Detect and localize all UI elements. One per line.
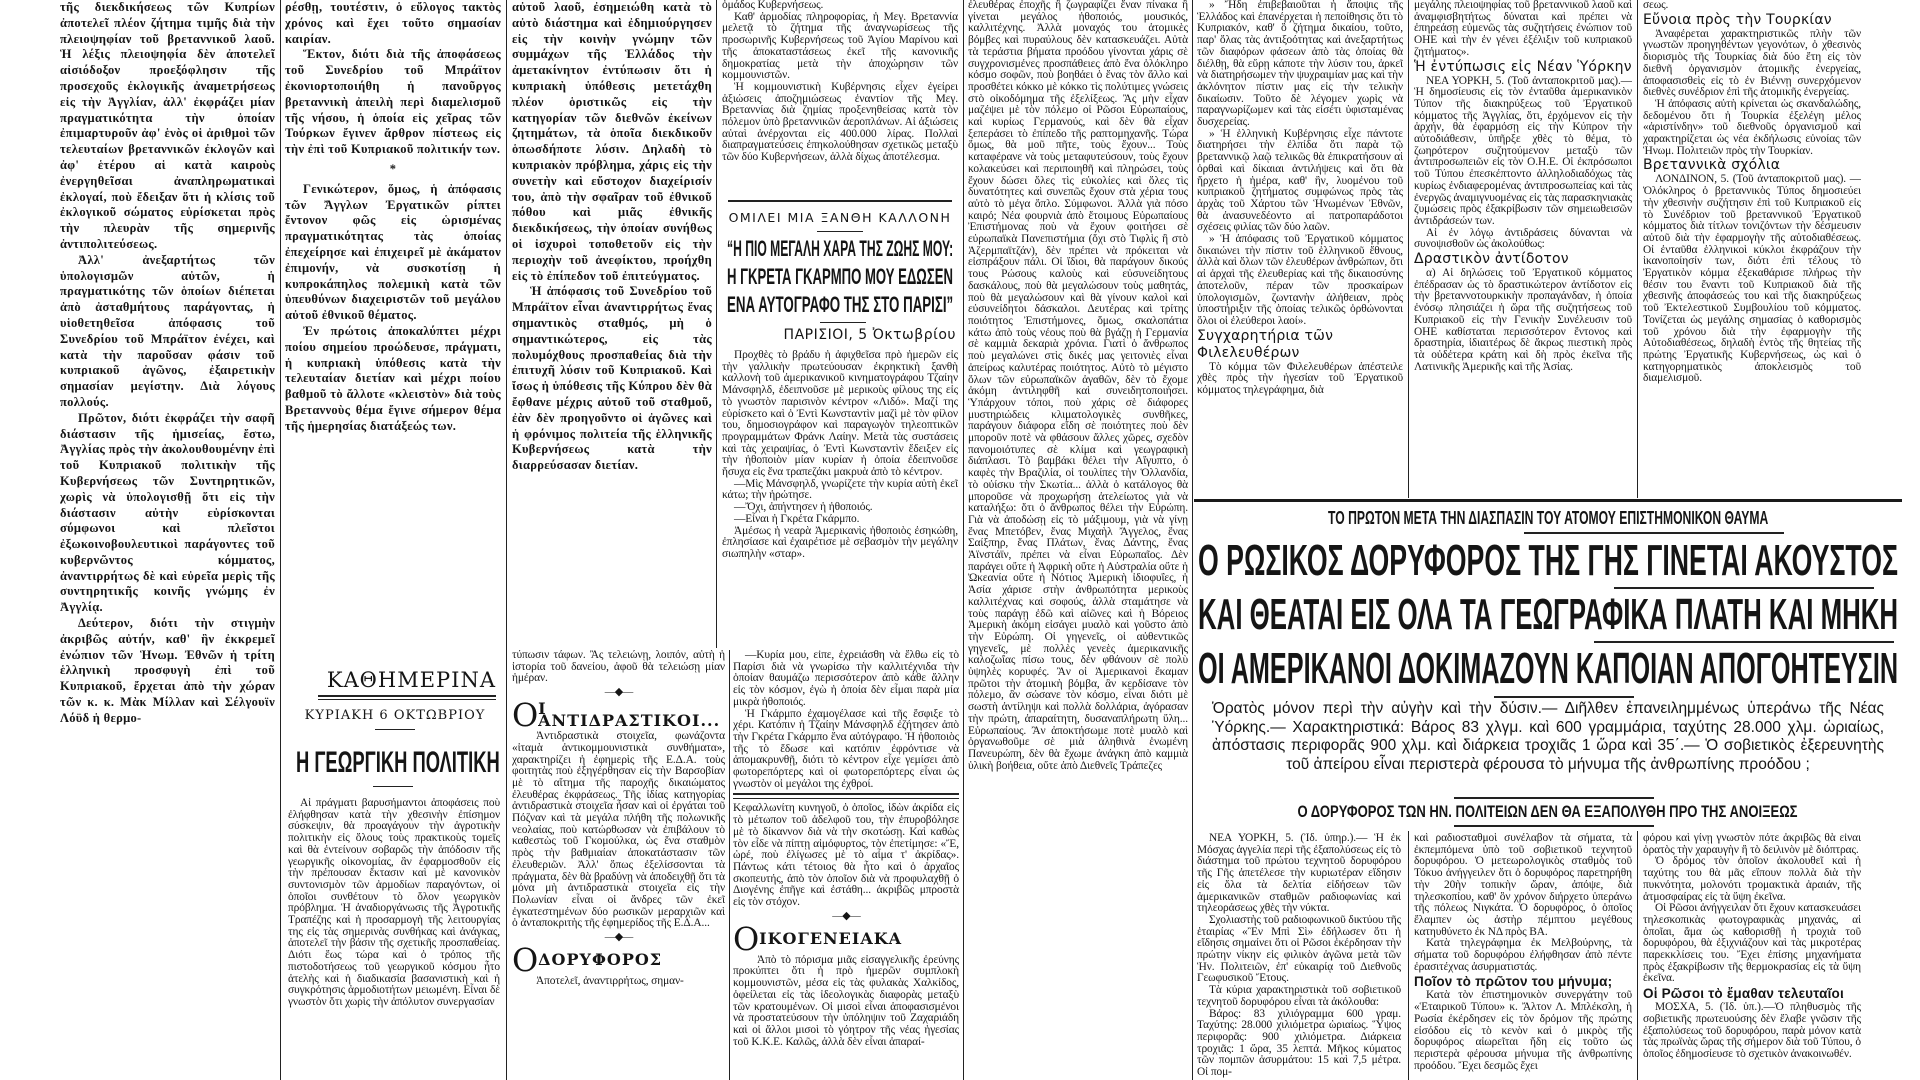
paragraph: Ὁ δρόμος τὸν ὁποῖον ἀκολουθεῖ καὶ ἡ ταχύτης του θὰ μᾶς εἴπουν πολλὰ διὰ τὴν πυκνότητα, μολονότι τρομακτικὰ ἀραιάν, τῆς ἀτμοσφαίρας εἰς τὰ ὕψη ἐκεῖνα. [1643,855,1861,903]
short-rule [1524,532,1784,534]
satellite-kicker: ΤΟ ΠΡΩΤΟΝ ΜΕΤΑ ΤΗΝ ΔΙΑΣΠΑΣΙΝ ΤΟΥ ΑΤΟΜΟΥ ΕΠΙΣΤΗΜΟΝΙΚΟΝ ΘΑΥΜΑ [1327,508,1769,528]
column-divider [1408,831,1409,1080]
garbo-kicker: ΟΜΙΛΕΙ ΜΙΑ ΞΑΝΘΗ ΚΑΛΛΟΝΗ [728,210,952,225]
paragraph: Ἕκτον, διότι διὰ τῆς ἀποφάσεως τοῦ Συνεδρίου τοῦ Μπράϊτον ἐκονιορτοποιήθη ἡ πανοῦργος βρεταννικὴ ἀπειλὴ περὶ διαμελισμοῦ τῆς νήσου, ἡ ὁποία εἰς χεῖρας τῶν Τούρκων ἔγινεν ἄρθρον πίστεως εἰς τὴν ἐπὶ τοῦ Κυπριακοῦ πολιτικήν των. [285,47,501,157]
paragraph: —Μὶς Μάνσφηλδ, γνωρίζετε τὴν κυρία αὐτὴ ἐκεῖ κάτω; τὴν ἠρώτησε. [722,477,958,502]
paragraph: » Ἡ ἀπόφασις τοῦ Ἐργατικοῦ κόμματος δικαιώνει τὴν πίστιν τοῦ ἑλληνικοῦ ἔθνους, ἀλλὰ καὶ ὅλων τῶν ἐλευθέρων ἀνθρώπων, ὅτι αἱ ἀρχαὶ τῆς ἐλευθερίας καὶ τῆς δικαιοσύνης ἀποτελοῦν, πέραν τῶν προσκαίρων ὑπολογισμῶν, ζωντανὴν ἀλήθειαν, πρὸς ὑποστήριξιν τῆς ὁποίας τελικῶς ὀρθώνονται ὅλοι οἱ ἐλεύθεροι λαοί». [1197,233,1403,327]
column-c-commentary [512,650,725,1080]
kathimerina-masthead: ΚΑΘΗΜΕΡΙΝΑ [326,668,496,692]
satellite-kicker-wrap [1194,507,1902,529]
paragraph: Τὸ κόμμα τῶν Φιλελευθέρων ἀπέστειλε χθὲς πρὸς τὴν ἡγεσίαν τοῦ Ἐργατικοῦ κόμματος τηλεγράφημα, διὰ [1197,360,1403,397]
section-title: ΔΟΡΥΦΟΡΟΣ [538,950,663,970]
column-b-agriculture-text [288,798,500,1080]
short-rule [1454,797,1654,799]
column-divider [1408,0,1409,498]
short-rule [375,729,415,730]
column-divider [280,0,281,1080]
rule [728,200,952,202]
paragraph: ΛΟΝΔΙΝΟΝ, 5. (Τοῦ ἀνταποκριτοῦ μας). — Ὁλόκληρος ὁ βρεταννικὸς Τύπος δημοσιεύει τὴν χθεσινὴν συζήτησιν ἐπὶ τοῦ Κυπριακοῦ εἰς τὸ Συνέδριον τοῦ βρεταννικοῦ Ἐργατικοῦ κόμματος διὰ τίτλων τονιζόντων τὴν δέσμευσιν αὐτοῦ διὰ τὴν ἐφαρμογὴν τῆς αὐτοδιαθέσεως. Οἱ ἐνταῦθα ἑλληνικοὶ κύκλοι ἐκφράζουν τὴν ἱκανοποίησίν των, διότι ἐπὶ τέλους τὸ Ἐργατικὸν κόμμα ἐξεκαθάρισε πλήρως τὴν θέσιν του ἔναντι τοῦ Κυπριακοῦ διὰ τῆς χθεσινῆς ἀποφάσεώς του καὶ τῆς διακηρύξεως τοῦ Ἐκτελεστικοῦ Συμβουλίου τοῦ κόμματος. Τονίζεται ὡς μεγάλης σημασίας ὁ καθορισμὸς τοῦ χρόνου διὰ τὴν ἐφαρμογὴν τῆς Αὐτοδιαθέσεως, δηλαδὴ ἐντὸς τῆς θητείας τῆς πρώτης Ἐργατικῆς Κυβερνήσεως, ὡς καὶ ὁ κατηγορηματικὸς ἀποκλεισμὸς τοῦ διαμελισμοῦ. [1643,173,1861,385]
section-heading-antidrastikoi [512,696,725,735]
garbo-headline-line: “Η ΠΙΟ ΜΕΓΑΛΗ ΧΑΡΑ ΤΗΣ ΖΩΗΣ ΜΟΥ: [727,236,954,261]
column-f-cyprus [1197,0,1403,498]
column-d-commentary [733,650,959,1080]
paragraph: Ἀναφέρεται χαρακτηριστικῶς πλὴν τῶν γνωστῶν προηγηθέντων γεγονότων, ὁ χθεσινὸς διορισμὸς τῆς Τουρκίας διὰ δύο ἔτη εἰς τὸν διεθνῆ ὀργανισμὸν ἀτομικῆς ἐνεργείας, ἀποφασισθεὶς εἰς τὸ ἐν Βιέννῃ συνερχόμενον διεθνὲς συνέδριον ἐπὶ τῆς ἀτομικῆς ἐνεργείας. [1643,27,1861,99]
paragraph: Πρῶτον, διότι ἐκφράζει τὴν σαφῆ διάστασιν τῆς ἡμισείας, ἔστω, Ἀγγλίας πρὸς τὴν ἀκολουθουμένην ἐπὶ τοῦ Κυπριακοῦ πολιτικὴν τῆς Κυβερνήσεως τῶν Συντηρητικῶν, χωρὶς νὰ ὑπολογισθῇ ὅτι εἰς τὴν διάστασιν αὐτὴν εὑρίσκονται σύμφωνοι καὶ πλεῖστοι ἐξωκοινοβουλευτικοὶ παράγοντες τοῦ κυβερνῶντος κόμματος, ἀναντιρρήτως δὲ καὶ εὐρεῖα μερὶς τῆς συντηρητικῆς κοινῆς γνώμης ἐν Ἀγγλίᾳ. [60,410,275,615]
short-rule [373,786,413,787]
paragraph: —Εἶναι ἡ Γκρέτα Γκάρμπο. [734,512,860,525]
section-title: ΙΚΟΓΕΝΕΙΑΚΑ [759,928,903,948]
section-heading-oikogeneiaka [733,919,959,958]
paragraph: τύπωσιν τάφων. Ἂς τελειώνῃ, λοιπόν, αὐτὴ ἡ ἱστορία τοῦ δανείου, ἀφοῦ θὰ τελειώσῃ μίαν ἡμέραν. [512,650,725,685]
short-rule [820,322,866,323]
kathimerina-date: ΚΥΡΙΑΚΗ 6 ΟΚΤΩΒΡΙΟΥ [304,708,486,723]
drop-cap: Ο [512,696,539,735]
paragraph: ΝΕΑ ΥΟΡΚΗ, 5. (Τοῦ ἀνταποκριτοῦ μας).— Ἡ δημοσίευσις εἰς τὸν ἐνταῦθα ἀμερικανικὸν Τύπον τῆς διακηρύξεως τοῦ Ἐργατικοῦ κόμματος τῆς Ἀγγλίας, ὅτι, ἐρχόμενον εἰς τὴν ἀρχήν, θὰ ἐφαρμόσῃ εἰς τὴν Κύπρον τὴν αὐτοδιάθεσιν, ὑπῆρξε χθὲς τὸ θέμα, τὸ ζωηρότερον συζητούμενον μεταξὺ τῶν ἀντιπροσωπειῶν εἰς τὸν Ο.Η.Ε. Οἱ ἐκπρόσωποι τοῦ Τύπου ἐπεσκέπτοντο ἀλληλοδιαδόχως τὰς κυρίως ἐνδιαφερομένας ἀντιπροσωπείας καὶ τὰς ἐνεργῶς ἀναμιγνυομένας εἰς τὰς παρασκηνιακὰς ζυμώσεις πρὸς ἐξακρίβωσιν τῶν σημειωθεισῶν ἀντιδράσεών των. [1414,74,1632,227]
paragraph: Αἱ ἐν λόγῳ ἀντιδράσεις δύνανται νὰ συνοψισθοῦν ὡς ἀκολούθως: [1414,226,1632,251]
kathimerina-title-wrap [288,746,502,780]
short-rule [1454,825,1654,827]
satellite-summary: Ὁρατὸς μόνον περὶ τὴν αὐγὴν καὶ τὴν δύσιν.— Διῆλθεν ἐπανειλημμένως ὑπεράνω τῆς Νέας Ὑόρκης.— Χαρακτηριστικά: Βάρος 83 χλγμ. καὶ 600 γραμμάρια, ταχύτης 28.000 χλμ. ὡριαίως, ἀπόστασις περιφορᾶς 900 χλμ. καὶ διάρκεια τροχιᾶς 1 ὥρα καὶ 35΄.— Ὁ σοβιετικὸς ἐξερευνητὴς τοῦ ἀπείρου εἶναι περιστερὰ φέρουσα τὸ μήνυμα τῆς ἀνθρωπίνης προόδου ; [1212,700,1884,773]
paragraph: ἐλευθέρας ἐποχῆς ἢ ζωγραφίζει ἕναν πίνακα ἢ γίνεται μεγάλος ἠθοποιός, μουσικός, καλλιτέχνης. Ἀλλὰ μοναχός του ἀτομικὲς βόμβες καὶ πυραύλους δὲν κατασκευάζει. Αὐτὰ τὰ τεράστια βήματα προόδου γίνονται χάρις σὲ συγχρονισμένες προσπάθειες ἀπὸ ἕνα ὁλόκληρο κόσμο σοφῶν, ποὺ βοηθάει ὁ ἕνας τὸν ἄλλο καὶ προσθέτει κόκκο μὲ κόκκο τὶς πολύτιμες γνώσεις στὸ οἰκοδόμημα τῆς ἐξελίξεως. Ἂς μὴν εἶχαν μαζέψει μὲ τὸν πόλεμο οἱ Ρῶσοι Εὐρωπαίους, καὶ κυρίως Γερμανούς, καὶ δὲν θὰ εἶχαν ξεπεράσει τὸ ἐπίπεδο τῆς ραπτομηχανῆς. Τώρα ὅμως, θὰ μοῦ πῆτε, τοὺς ἔχουν... Τοὺς καταφέρανε νὰ τοὺς μεταφυτεύσουν, τοὺς ἔχουν κολακεύσει καὶ περιποιηθῆ καὶ πληρώσει, τοὺς ἔχουν δώσει ὅλες τὶς εὐκολίες καὶ ὅλες τὶς δυνατότητες καὶ συνεπῶς ἔχουν στὰ χέρια τους αὐτὸ τὸ μέγα ὅπλο. Σύμφωνοι. Ἀλλὰ γιὰ πόσο καιρό; Νέα φουρνιὰ ἀπὸ ἕτοιμους Εὐρωπαίους Ἐπιστήμονας ποὺ νὰ ἔχουν φοιτήσει σὲ εὐρωπαϊκὰ Πανεπιστήμια (ὄχι στὸ Τιφλὶς ἢ στὸ Ἀζερμπαϊτζάν), δὲν πρέπει νὰ πρόκειται νὰ εἰσπράξουν πάλι. Οἱ ἴδιοι, θὰ παράγουν δικούς τους Ρώσους καλοὺς καὶ εὐσυνείδητους δασκάλους, ποὺ θὰ μεγαλώσουν τοὺς μαθητάς, ποὺ θὰ μεγαλώσουν καὶ θὰ γίνουν καλοὶ καὶ εὐσυνείδητοι δάσκαλοι. Δευτέρας καὶ τρίτης ποιότητος Ἐπιστήμονες, ὅμως, σκαλοπάτια κάτω ἀπὸ τοὺς νέους ποὺ θὰ βγάζῃ ἡ Γερμανία σὲ καμμιὰ δεκαριὰ χρόνια. Γιατὶ ὁ ἄνθρωπος ποὺ μεγαλώνει στὶς δικές μας γειτονιὲς εἶναι ἀπείρως καλυτέρας ποιότητος. Αὐτὸ τὸ μέγιστο ὅλων τῶν εὐρωπαϊκῶν ἀγαθῶν, δὲν τὸ ἔχομε ἀκόμη ἀντιληφθῆ καὶ συνειδητοποιήσει. Ὑπάρχουν τόποι, ποὺ χάρις σὲ διάφορες μυστηριώδεις κλιματολογικὲς συνθῆκες, παράγουν διάφορα εἴδη σὲ ποιότητες ποὺ δὲν μποροῦν ποτὲ νὰ φθάσουν ἄλλες χῶρες, σχεδὸν πανομοιότυπες σὲ κλίμα καὶ γεωγραφικὴ διάπλασι. Τὸ βαμβάκι θέλει τὴν Αἴγυπτο, ὁ καφὲς τὴν Βραζιλία, οἱ τουλίπες τὴν Ὁλλανδία, τὸ οὐίσκυ τὴν Σκωτία... ἀλλὰ ὁ κατάλογος θὰ μποροῦσε νὰ προχωρήσῃ ἀτελείωτος γιὰ νὰ καταλήξω: ὅτι ὁ ἄνθρωπος θέλει τὴν Εὐρώπη. Γιὰ νὰ ἀποδώσῃ εἰς τὸ μάξιμουμ, γιὰ νὰ γίνῃ ἕνας Μπετόβεν, ἕνας Μιχαὴλ Ἄγγελος, ἕνας Σαίξπηρ, ἕνας Πλάτων, ἕνας Δάντης, ἕνας Ἀϊνστάϊν, πρέπει νὰ εἶναι Εὐρωπαῖος. Δὲν παράγει οὔτε ἡ Ἀφρικὴ οὔτε ἡ Αὐστραλία οὔτε ἡ Ὠκεανία οὔτε ἡ Νότιος Ἀμερικὴ ἰδιοφυΐες, ἡ Ἀσία χάρισε στὴν ἀνθρωπότητα μερικοὺς καλλιτέχνας καὶ σοφούς, ἀλλὰ σταμάτησε νὰ τοὺς παράγῃ ἐδῶ καὶ αἰῶνες καὶ ἡ Βόρειος Ἀμερικὴ ἀκόμη εἰσάγει μυαλὸ καὶ γοῦστο ἀπὸ τὴν Εὐρώπη. Οἱ γηγενεῖς, οἱ αὐθεντικῶς γηγενεῖς, μὲ πολλὲς γενεὲς ἀμερικανικῆς καλοζωΐας πίσω τους, δὲν φθάνουν σὲ πολὺ ὑψηλὲς κορυφές. Ἂν οἱ Ἀμερικανοὶ ἔκαμαν πρῶτοι τὴν ἀτομικὴ βόμβα, ἂν κερδίσανε τὸν πόλεμο, ἂν σώσανε τὸν κόσμο, εἶναι διότι μὲ σωστὴ ἀντίληψι καὶ πολλὰ δολλάρια, ἀγόρασαν τὴν πρώτη, ἀπαραίτητη, δυσαναπλήρωτη ὕλη... Εὐρωπαίους. Ἂν ἀποκτήσωμε ποτὲ μυαλὸ καὶ ὀργανωθοῦμε σὲ μιὰ ἀληθινὰ ἑνωμένη Πανευρώπη, δὲν θὰ ἔχωμε ἀνάγκη ἀπὸ καμμιὰ ὑλικὴ βοήθεια, οὔτε ἀπὸ Διεθνεῖς Τράπεζες [968,0,1188,772]
paragraph: μεγάλης πλειοψηφίας τοῦ βρεταννικοῦ λαοῦ καὶ ἀναμφισβητήτως δύναται καὶ πρέπει νὰ ἐπηρεάσῃ εὐμενῶς τὰς συζητήσεις ἐνώπιον τοῦ ΟΗΕ καὶ τὴν ἐν γένει ἐξέλιξιν τοῦ κυπριακοῦ ζητήματος». [1414,0,1632,58]
subheading: Ποῖον τὸ πρῶτον του μήνυμα; [1414,974,1613,990]
paragraph: Ἀπὸ τὸ πόρισμα μιᾶς εἰσαγγελικῆς ἐρεύνης προκύπτει ὅτι ἡ πρὸ ἡμερῶν συμπλοκὴ κομμουνιστῶν, μέσα εἰς τὰς φυλακὰς Χαλκίδος, ὀφείλεται εἰς τὰς ἰδεολογικὰς διαφορὰς μεταξὺ τῶν κρατουμένων. Οἱ μισοὶ εἶναι ἀποφασισμένοι νὰ προστατεύσουν τὴν ὑπόληψιν τοῦ Ζαχαριάδη καὶ οἱ ἄλλοι μισοὶ τὸ γόητρον τῆς νέας ἡγεσίας τοῦ Κ.Κ.Ε. Καλῶς, ἀλλὰ δὲν εἶναι ἀπαραί- [733,953,959,1048]
paragraph: τῆς διεκδικήσεως τῶν Κυπρίων ἀποτελεῖ πλέον ζήτημα τιμῆς διὰ τὴν πλειοψηφίαν τοῦ βρεταννικοῦ λαοῦ. Ἡ λέξις πλειοψηφία δὲν ἀποτελεῖ αἰσιόδοξον προεξόφλησιν τῆς προσεχοῦς ἐκλογικῆς ἀναμετρήσεως εἰς τὴν Ἀγγλίαν, ἀλλ' ἐκφράζει μίαν πραγματικότητα τὴν ὁποίαν ἐπιμαρτυροῦν ἀφ' ἑνὸς οἱ ἀριθμοὶ τῶν τελευταίων βρεταννικῶν ἐκλογῶν καὶ ἀφ' ἑτέρου αἱ κατὰ καιροὺς ἐνεργηθεῖσαι ἀναπληρωματικαὶ ἐκλογαί, ποὺ ἔδειξαν ὅτι ἡ κλίσις τοῦ ἐκλογικοῦ σώματος εὑρίσκεται πρὸς τὴν πλευρὰν τῆς σημερινῆς ἀντιπολιτεύσεως. [60,0,275,251]
garbo-story-text [722,350,958,646]
subheading: Οἱ Ρῶσοι τὸ ἔμαθαν τελευταῖοι [1643,986,1844,1002]
short-rule [817,231,863,232]
paragraph: Τὰ κύρια χαρακτηριστικὰ τοῦ σοβιετικοῦ τεχνητοῦ δορυφόρου εἶναι τὰ ἀκόλουθα: [1197,984,1401,1008]
column-e-essay [968,0,1188,1080]
paragraph: » Ἡ ἑλληνικὴ Κυβέρνησις εἶχε πάντοτε διατηρήσει τὴν ἐλπίδα ὅτι παρὰ τῷ βρεταννικῷ λαῷ τελικῶς θὰ ἐπικρατήσουν αἱ ὀρθαὶ καὶ δίκαιαι ἀντιλήψεις καὶ ὅτι θὰ ἤρχετο ἡ ἡμέρα, καθ' ἣν, λυομένου τοῦ κυπριακοῦ ζητήματος συμφώνως πρὸς τὰς ἀρχὰς τοῦ Χάρτου τῶν Ἡνωμένων Ἐθνῶν, θὰ ἀνασυνεδέοντο αἱ πατροπαράδοτοι σχέσεις φιλίας τῶν δύο λαῶν. [1197,127,1403,234]
paragraph: Προχθὲς τὸ βράδυ ἡ ἀφιχθεῖσα πρὸ ἡμερῶν εἰς τὴν γαλλικὴν πρωτεύουσαν ἐκρηκτικὴ ξανθὴ καλλονὴ τοῦ ἀμερικανικοῦ κινηματογράφου Τζαίην Μάνσφηλδ, ἐδειπνοῦσε μὲ μερικοὺς φίλους της εἰς τὸ γνωστὸν παρισινὸν κέντρον «Λιδό». Μαζί της εὑρίσκετο καὶ ὁ Ἐντὶ Κωνσταντὶν μαζὶ μὲ τὸν φίλον του, δημοσιογράφον καὶ παραγωγὸν τηλεοπτικῶν προγραμμάτων Φράνκ Λαίην. Μετὰ τὰς συστάσεις καὶ τὰς χειραψίας, ὁ Ἐντὶ Κωνσταντὶν ἔδειξεν εἰς τὴν ἠθοποιὸν μίαν κυρίαν ἡ ὁποία ἐδειπνοῦσε ἥσυχα εἰς ἕνα τραπεζάκι μακρυὰ ἀπὸ τὸ κέντρον. [722,350,958,479]
paragraph: α) Αἱ δηλώσεις τοῦ Ἐργατικοῦ κόμματος ἐπέδρασαν ὡς τὸ δραστικώτερον ἀντίδοτον εἰς τὴν βρεταννοτουρκικὴν προπαγάνδαν, ἡ ὁποία ἐνόσῳ πλησιάζει ἡ ὥρα τῆς συζητήσεως τοῦ Κυπριακοῦ εἰς τὴν Γενικὴν Συνέλευσιν τοῦ ΟΗΕ καθίσταται περισσότερον ἔντονος καὶ δραστηρία, ἰδιαιτέρως δὲ ἄκρως πιεστικὴ πρὸς τὰ οὐδέτερα κράτη καὶ δὴ πρὸς ἐκεῖνα τῆς Λατινικῆς Ἀμερικῆς καὶ τῆς Ἀσίας. [1414,267,1632,373]
column-a-editorial [60,0,275,1080]
paragraph: Ἡ ἀπόφασις τοῦ Συνεδρίου τοῦ Μπράϊτον εἶναι ἀναντιρρήτως ἕνας σημαντικὸς σταθμός, μὴ ὁ σημαντικώτερος, εἰς τὰς πολυμόχθους προσπαθείας διὰ τὴν ἐπιτυχῆ λύσιν τοῦ Κυπριακοῦ. Καὶ ἴσως ἡ ὑπόθεσις τῆς Κύπρου δὲν θὰ ἔφθανε μέχρις αὐτοῦ τοῦ σταθμοῦ, ἐὰν δὲν προηγοῦντο οἱ ἀγῶνες καὶ ἡ φρόνιμος πολιτεία τῆς ἑλληνικῆς Κυβερνήσεως κατὰ τὴν διαρρεύσασαν διετίαν. [512,284,712,473]
satellite-headline-line: ΚΑΙ ΘΕΑΤΑΙ ΕΙΣ ΟΛΑ ΤΑ ΓΕΩΓΡΑΦΙΚΑ ΠΛΑΤΗ ΚΑΙ ΜΗΚΗ [1198,590,1899,639]
short-rule [1494,696,1634,698]
paragraph: Δεύτερον, διότι τὴν στιγμὴν ἀκριβῶς αὐτήν, καθ' ἣν ἐκκρεμεῖ ἐνώπιον τῶν Ἡνωμ. Ἐθνῶν ἡ τρίτη ἑλληνικὴ προσφυγὴ ἐπὶ τοῦ Κυπριακοῦ, ἔρχεται ἀπὸ τὴν χώραν τῶν κ. κ. Μὰκ Μίλλαν καὶ Σέλγουϊν Λόϋδ ἡ θερμο- [60,616,275,725]
garbo-headline-line: Η ΓΚΡΕΤΑ ΓΚΑΡΜΠΟ ΜΟΥ ΕΔΩΣΕΝ [727,264,953,289]
satellite-column-3 [1643,833,1861,1080]
subheading: Εὔνοια πρὸς τὴν Τουρκίαν [1643,11,1832,28]
section-heading-doryforos [512,941,725,980]
rule [733,793,959,799]
column-divider [1192,0,1193,1080]
ornament: —◆— [604,931,633,944]
column-d-news [722,0,958,198]
column-divider [1637,0,1638,498]
subheading: Συγχαρητήρια τῶν Φιλελευθέρων [1197,327,1334,361]
satellite-column-2 [1414,833,1632,1080]
paragraph: » Ἤδη ἐπιβεβαιοῦται ἡ ἄποψις τῆς Ἑλλάδος καὶ ἐπανέρχεται ἡ πεποίθησις ὅτι τὸ Κυπριακόν, καθ' ὃ ζήτημα δικαίου, τοῦτο, παρ' ὅλας τὰς ἀντιξοότητας καὶ ἀνεξαρτήτως τῶν διαφόρων φάσεων ἀπὸ τὰς ὁποίας θὰ διέλθῃ, θὰ εὕρῃ κάποτε τὴν λύσιν του, ἀρκεῖ νὰ διατηρήσωμεν τὴν ψυχραιμίαν μας καὶ τὴν ἀκλόνητον πίστιν μας εἰς τὴν τελικὴν δικαίωσιν. Τοῦτο δὲ λέγομεν χωρὶς νὰ παραγνωρίζωμεν καὶ τὰς εἰσέτι ὑφισταμένας δυσχερείας. [1197,0,1403,129]
column-divider [716,0,717,648]
paragraph: Ἀντιδραστικὰ στοιχεῖα, φωνάζοντα «ἰταμὰ ἀντικομμουνιστικὰ συνθήματα», χαρακτηρίζει ἡ ἐφημερὶς τῆς Ε.Δ.Α. τοὺς φοιτητὰς ποὺ ἐξηγέρθησαν εἰς τὴν Βαρσοβίαν μὲ τὸ αἴτημα τῆς παροχῆς δικαιώματος ἐλευθέρας ἐκφράσεως. Τῆς ἰδίας κατηγορίας ἀντιδραστικὰ στοιχεῖα ἦσαν καὶ οἱ ἐργάται τοῦ Πόζναν καὶ τὰ μεγάλα πλήθη τῆς πολωνικῆς νεολαίας, ποὺ κατώρθωσαν νὰ ἐπιβάλουν τὸ καθεστὼς τοῦ Γκομούλκα, ὡς ἕνα σταθμὸν πρὸς τὴν βαθμιαίαν ἀποκατάστασιν τῶν ἐλευθεριῶν. Ἀλλ' ὅπως ἐξελίσσονται τὰ πράγματα, δὲν θὰ βραδύνῃ νὰ ἀποδειχθῇ ὅτι τὰ μόνα μὴ ἀντιδραστικὰ στοιχεῖα εἰς τὴν Πολωνίαν εἶναι οἱ ἄνδρες τῶν ἐκεῖ ἐγκατεστημένων δύο ρωσικῶν μεραρχιῶν καὶ ὁ ἀνταποκριτὴς τῆς ἐφημερίδος τῆς Ε.Δ.Α... [512,730,725,930]
paragraph: Γενικώτερον, ὅμως, ἡ ἀπόφασις τῶν Ἄγγλων Ἐργατικῶν ρίπτει ἔντονον φῶς εἰς ὡρισμένας πραγματικότητας τὰς ὁποίας ἐπεχείρησε καὶ ἐπιχειρεῖ μὲ ἀκάματον ἐπιμονήν, νὰ συσκοτίσῃ ἡ κυπροκάπηλος πολεμικὴ κατὰ τῶν ὑπευθύνων διαχειριστῶν τοῦ μεγάλου αὐτοῦ ἐθνικοῦ θέματος. [285,181,501,323]
paragraph: Κατὰ τηλεγράφημα ἐκ Μελβούρνης, τὰ σήματα τοῦ δορυφόρου ἐλήφθησαν ἀπὸ πέντε ἐρασιτέχνας ἀσυρματιστάς. [1414,937,1632,973]
paragraph: Ἡ κομμουνιστικὴ Κυβέρνησις εἶχεν ἐγείρει ἀξιώσεις ἀποζημιώσεως ἐναντίον τῆς Μεγ. Βρεταννίας διὰ ζημίας προξενηθείσας κατὰ τὸν πόλεμον ὑπὸ βρεταννικῶν ἀεροπλάνων. Αἱ ἀξιώσεις αὐταὶ ἀνέρχονται εἰς 400.000 λίρας. Πολλαὶ διαπραγματεύσεις ἐπηκολούθησαν σχετικῶς μεταξὺ τῶν δύο Κυβερνήσεων, ἀλλὰ δίχως ἀποτέλεσμα. [722,80,958,164]
column-divider [729,650,730,1080]
paragraph: Καθ' ἁρμοδίας πληροφορίας, ἡ Μεγ. Βρεταννία μελετᾷ τὸ ζήτημα τῆς ἀναγνωρίσεως τῆς προσωρινῆς Κυβερνήσεως τοῦ Ἁγίου Μαρίνου καὶ τῆς ἀποκαταστάσεως ἐκεῖ τῆς κανονικῆς δημοκρατίας μετὰ τὴν ἀποχώρησιν τῶν κομμουνιστῶν. [722,10,958,82]
section-title: Ι ΑΝΤΙΔΡΑΣΤΙΚΟΙ... [538,699,721,731]
satellite-subhead-wrap [1194,801,1902,822]
column-divider [506,0,507,1080]
subheading: Βρεταννικὰ σχόλια [1643,157,1781,174]
paragraph: καὶ ραδιοσταθμοὶ συνέλαβον τὰ σήματα, τὰ ἐκπεμπόμενα ὑπὸ τοῦ σοβιετικοῦ τεχνητοῦ δορυφόρου. Ὁ μετεωρολογικὸς σταθμὸς τοῦ Τόκυο ἀνήγγειλεν ὅτι ὁ δορυφόρος παρετηρήθη τὴν 20ὴν τοπικὴν ὥραν, ἀπόψε, διὰ τηλεσκοπίου, καθ' ὃν χρόνον διήρχετο ὑπεράνω τῆς πόλεως Νιγκάτα. Ὁ δορυφόρος, ὁ ὁποῖος ἔλαμπεν ὡς ἀστὴρ πέμπτου μεγέθους κατηυθύνετο ἐκ ΝΔ πρὸς ΒΑ. [1414,833,1632,938]
short-rule [1614,587,1874,589]
subheading: Δραστικὸν ἀντίδοτον [1414,251,1569,268]
paragraph: φόρου καὶ γίνῃ γνωστὸν πότε ἀκριβῶς θὰ εἶναι ὁρατὸς τὴν χαραυγὴν ἢ τὸ δειλινὸν μὲ διόπτρας. [1643,833,1861,856]
paragraph: —Ὄχι, ἀπήντησεν ἡ ἠθοποιός. [734,501,873,514]
paragraph: Αἱ πράγματι βαρυσήμαντοι ἀποφάσεις ποὺ ἐλήφθησαν κατὰ τὴν χθεσινὴν ἐπίσημον σύσκεψιν, θὰ προαγάγουν τὴν ἀγροτικὴν πολιτικὴν εἰς ὅλους τοὺς πρακτικοὺς τομεῖς καὶ θὰ ἐντείνουν σοβαρῶς τὴν ἀπόδοσιν τῆς γεωργικῆς οἰκονομίας, ἂν ἐφαρμοσθοῦν εἰς τὴν πρέπουσαν ἔκτασιν καὶ μὲ κανονικὸν συντονισμὸν τῶν ἁρμοδίων παραγόντων, οἱ ὁποῖοι συνθέτουν τὸ ὅλον γεωργικὸν πρόβλημα. Ἡ ἀναδιοργάνωσις τῆς Ἀγροτικῆς Τραπέζης καὶ ἡ προσαρμογὴ τῆς λειτουργίας της εἰς τὰς σημερινὰς συνθήκας καὶ ἀνάγκας, ἀποτελεῖ τὴν βάσιν τῆς σχετικῆς προσπαθείας. Διότι ἕως τώρα καὶ ὁ τρόπος τῆς πιστοδοτήσεως τοῦ γεωργικοῦ κόσμου ἦτο ἀτελὴς καὶ ἡ διαδικασία βασανιστικὴ καὶ ἡ συγκρότησις ἁρμοδιοτήτων μειωμένη. Εἶναι δὲ γνωστὸν ὅτι χωρὶς τὴν ἀπόλυτον συνεργασίαν [288,798,500,1008]
ornament: —◆— [832,909,860,922]
paragraph: Βάρος: 83 χιλιόγραμμα 600 γραμ. Ταχύτης: 28.000 χιλιόμετρα ὡριαίως. Ὕψος περιφορᾶς: 900 χιλιόμετρα. Διάρκεια τροχιᾶς: 1 ὥρα, 35 λεπτά. Μῆκος κύματος τῶν πομπῶν ἀσυρμάτου: 15 καὶ 7,5 μέτρα. Οἱ πομ- [1197,1007,1401,1079]
column-divider [963,0,964,1080]
kathimerina-column-header [288,668,502,794]
satellite-column-1 [1197,833,1401,1080]
drop-cap: Ο [512,941,539,980]
paragraph: ΜΟΣΧΑ, 5. (Ἰδ. ὑπ.).—Ὁ πληθυσμὸς τῆς σοβιετικῆς πρωτευούσης δὲν ἔλαβε γνῶσιν τῆς ἐξαπολύσεως τοῦ δορυφόρου, παρὰ μόνον κατὰ τὰς πρωϊνὰς ὥρας τῆς σήμερον διὰ τοῦ Τύπου, ὁ ὁποῖος ἐδημοσίευσε τὸ σχετικὸν ἀνακοινωθέν. [1643,1001,1861,1060]
short-rule [1594,641,1894,643]
paragraph: ὁμάδος Κυβερνήσεως. [722,0,824,11]
paragraph: ΝΕΑ ΥΟΡΚΗ, 5. (Ἰδ. ὑπηρ.).— Ἡ ἐκ Μόσχας ἀγγελία περὶ τῆς ἐξαπολύσεως εἰς τὸ διάστημα τοῦ πρώτου τεχνητοῦ δορυφόρου τῆς Γῆς ἀπετέλεσε τὴν κυριωτέραν εἴδησιν εἰς ὅλα τὰ δελτία εἰδήσεων τῶν ἀμερικανικῶν σταθμῶν ραδιοφωνίας καὶ τηλεοράσεως χθὲς τὴν νύκτα. [1197,833,1401,915]
column-divider [1637,831,1638,1080]
paragraph: Σχολιαστὴς τοῦ ραδιοφωνικοῦ δικτύου τῆς ἑταιρίας «Ἒν Μπὶ Σὶ» ἐδήλωσεν ὅτι ἡ εἴδησις σημαίνει ὅτι οἱ Ρῶσοι ἐκέρδησαν τὴν πρώτην νίκην εἰς φιλικὸν ἀγῶνα μετὰ τῶν Ἡν. Πολιτειῶν, ἐπ' εὐκαιρίᾳ τοῦ Διεθνοῦς Γεωφυσικοῦ Ἔτους. [1197,913,1401,985]
drop-cap: Ο [733,919,760,958]
kathimerina-title: Η ΓΕΩΡΓΙΚΗ ΠΟΛΙΤΙΚΗ [296,746,500,779]
separator-star: * [389,161,397,176]
paragraph: Ἐν πρώτοις ἀποκαλύπτει μέχρι ποίου σημείου προώδευσε, πράγματι, ἡ κυπριακὴ ὑπόθεσις κατὰ τὴν τελευταίαν διετίαν καὶ μέχρι ποίου βαθμοῦ τὸ ἄλλοτε «κλειστὸν» διὰ τοὺς Βρεταννοὺς θέμα ἔγινε σήμερον θέμα τῆς ἡμερησίας διατάξεώς των. [285,323,501,433]
ornament: —◆— [604,686,633,699]
paragraph: —Κυρία μου, εἶπε, ἐχρειάσθη νὰ ἔλθω εἰς τὸ Παρίσι διὰ νὰ γνωρίσω τὴν καλλιτέχνιδα τὴν ὁποίαν θαυμάζω περισσότερον ἀπὸ κάθε ἄλλην εἰς τὸν κόσμον, ἐγὼ ἡ ὁποία δὲν εἶμαι παρὰ μία μικρὰ ἠθοποιός. [733,650,959,708]
paragraph: Ἡ ἀπόφασις αὐτὴ κρίνεται ὡς σκανδαλώδης, δεδομένου ὅτι ἡ Τουρκία ἐξελέγη μέλος «ἀριστίνδην» τοῦ διεθνοῦς ὀργανισμοῦ καὶ χαρακτηρίζεται ὡς νέα ἐκδήλωσις εὐνοίας τῶν Ἡνωμ. Πολιτειῶν πρὸς τὴν Τουρκίαν. [1643,97,1861,157]
column-h-cyprus [1643,0,1861,498]
paragraph: ρέσθῃ, τουτέστιν, ὁ εὔλογος τακτὸς χρόνος καὶ ἔχει τοῦτο σημασίαν καιρίαν. [285,0,501,46]
satellite-headline-line: ΟΙ ΑΜΕΡΙΚΑΝΟΙ ΔΟΚΙΜΑΖΟΥΝ ΚΑΠΟΙΑΝ ΑΠΟΓΟΗΤΕΥΣΙΝ [1198,644,1899,693]
paragraph: σεως. [1643,0,1669,11]
section-rule [1194,499,1902,502]
column-b-editorial [285,0,501,662]
garbo-dateline: ΠΑΡΙΣΙΟΙ, 5 Ὀκτωβρίου [783,327,956,343]
paragraph: Κατὰ τὸν ἐπιστημονικὸν συνεργάτην τοῦ «Ἑταιρικοῦ Τύπου» κ. Ἄλτον Λ. Μπλέκσλη, ἡ Ρωσία ἐκέρδησεν εἰς τὸν δρόμον τῆς πρώτης εἰσόδου εἰς τὸ κενὸν καὶ ὁ μικρὸς τῆς δορυφόρος αἰωρεῖται ἤδη εἰς τοῦτο ὡς περιστερὰ φέρουσα μήνυμα τῆς ἀνθρωπίνης προόδου. Ἔχει δεσμῶς ἔχει [1414,989,1632,1072]
column-c-editorial [512,0,712,646]
paragraph: Ἀλλ' ἀνεξαρτήτως τῶν ὑπολογισμῶν αὐτῶν, ἡ πραγματικότης τῶν ὁποίων διέπεται ἀπὸ ἀσταθμήτους παράγοντας, ἡ υἱοθετηθεῖσα ἀπόφασις τοῦ Συνεδρίου τοῦ Μπράϊτον ἐνέχει, καὶ κατὰ τὴν παροῦσαν φάσιν τοῦ κυπριακοῦ ἀγῶνος, ἐξαιρετικὴν σημασίαν μεγίστην. Διὰ λόγους πολλούς. [60,252,275,409]
masthead-rule [318,695,496,700]
paragraph: Οἱ Ρῶσοι ἀνήγγειλαν ὅτι ἔχουν κατασκευάσει τηλεσκοπικὰς φωτογραφικὰς μηχανάς, αἱ ὁποῖαι, ἅμα ὡς καθορισθῇ ἡ τροχιὰ τοῦ δορυφόρου, θὰ ἐξιχνιάζουν καὶ τὰς μικροτέρας παρεκκλίσεις του. Ἔχει ἐπίσης μηχανήματα πρὸς ἐξακρίβωσιν τῆς θερμοκρασίας εἰς τὰ ὕψη ἐκεῖνα. [1643,902,1861,985]
subheading: Ἡ ἐντύπωσις εἰς Νέαν Ὑόρκην [1414,58,1632,75]
column-g-cyprus [1414,0,1632,498]
garbo-story-header [722,200,958,348]
paragraph: αὐτοῦ λαοῦ, ἐσημειώθη κατὰ τὸ αὐτὸ διάστημα καὶ ἐδημιούργησεν εἰς τὴν κοινὴν γνώμην τῶν συμμάχων τῆς Ἑλλάδος τὴν ἀμετακίνητον ἐντύπωσιν ὅτι ἡ κυπριακὴ ὑπόθεσις μετετάχθη πλέον ὁριστικῶς εἰς τὴν κατηγορίαν τῶν διεθνῶν ἐκείνων ζητημάτων, τὰ ὁποῖα διεκδικοῦν ὁπωσδήποτε λύσιν. Δηλαδὴ τὸ κυπριακὸν πρόβλημα, χάρις εἰς τὴν συνετὴν καὶ εὔστοχον διαχείρισίν του, ἀπὸ τὴν σφαῖραν τοῦ ἐθνικοῦ πόθου καὶ μιᾶς ἐθνικῆς διεκδικήσεως, τὴν ὁποίαν συνήθως οἱ ἰσχυροὶ τοποθετοῦν εἰς τὴν περιοχὴν τοῦ ἀνεφίκτου, προήχθη εἰς τὸ ἐπίπεδον τοῦ ἐπιτεύγματος. [512,0,712,283]
satellite-subhead: Ο ΔΟΡΥΦΟΡΟΣ ΤΩΝ ΗΝ. ΠΟΛΙΤΕΙΩΝ ΔΕΝ ΘΑ ΕΞΑΠΟΛΥΘΗ ΠΡΟ ΤΗΣ ΑΝΟΙΞΕΩΣ [1297,802,1798,821]
paragraph: Ἀποτελεῖ, ἀναντιρρήτως, σημαν- [536,975,684,988]
garbo-headline-line: ΕΝΑ ΑΥΤΟΓΡΑΦΟ ΤΗΣ ΣΤΟ ΠΑΡΙΣΙ” [727,292,954,317]
paragraph: Ἡ Γκάρμπο ἐχαμογέλασε καὶ τῆς ἔσφιξε τὸ χέρι. Κατόπιν ἡ Τζαίην Μάνσφηλδ ἐζήτησεν ἀπὸ τὴν Γκρέτα Γκάρμπο ἕνα αὐτόγραφο. Ἡ ἠθοποιὸς τῆς τὸ ἔδωσε καὶ κατόπιν ἐφρόντισε νὰ ἀπομακρυνθῇ, διότι τὸ κέντρον εἶχε γεμίσει ἀπὸ φωτορεπόρτερς καὶ οἱ φωτορεπόρτερς εἶναι ὡς γνωστὸν οἱ μεγάλοι της ἐχθροί. [733,707,959,790]
satellite-story [1194,503,1902,831]
satellite-headline-line: Ο ΡΩΣΙΚΟΣ ΔΟΡΥΦΟΡΟΣ ΤΗΣ ΓΗΣ ΓΙΝΕΤΑΙ ΑΚΟΥΣΤΟΣ [1198,536,1899,585]
paragraph: Κεφαλλωνίτη κυνηγοῦ, ὁ ὁποῖος, ἰδὼν ἀκρίδα εἰς τὸ μέτωπον τοῦ ἀδελφοῦ του, τὴν ἐπυροβόλησε μὲ τὸ δίκαννον διὰ νὰ τὴν σκοτώσῃ. Καὶ καθὼς τὸν εἶδε νὰ πίπτῃ αἱμόφυρτος, τὸν ἐπετίμησε: «Ἔ, ὠρέ, ποὺ ἐλίγωσες μὲ τὸ αἷμα τ' ἀκρίδας». Πάντως κάτι τέτοιος θὰ ἦτο καὶ ὁ ἀρχαῖος σκοπευτής, ἀπὸ τὸν ὁποῖον διὰ νὰ προφυλαχθῇ ὁ Διογένης ἐπῆγε καὶ ἐστάθη... ἀκριβῶς μπροστὰ εἰς τὸν στόχον. [733,802,959,909]
paragraph: Ἀμέσως ἡ νεαρὰ Ἀμερικανὶς ἠθοποιὸς ἐσηκώθη, ἐπλησίασε καὶ ἐχαιρέτισε μὲ σεβασμὸν τὴν μεγάλην σιωπηλὴν «σταρ». [722,524,958,560]
